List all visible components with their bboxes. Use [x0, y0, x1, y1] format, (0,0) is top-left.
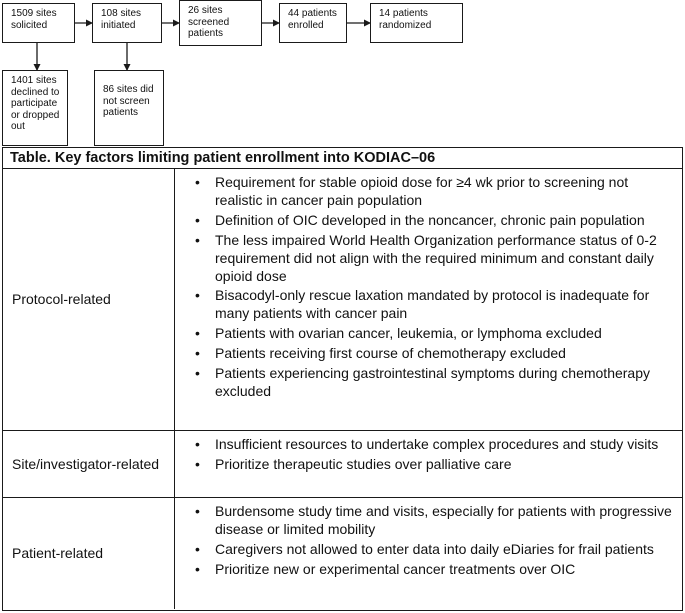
- flow-step-enrolled: 44 patients enrolled: [279, 3, 347, 43]
- factor-item: • Prioritize new or experimental cancer treatments over OIC: [215, 560, 674, 578]
- factor-item: • The less impaired World Health Organization performance status of 0-2 requirement did not align with the required minimum and constant daily opioid dose: [215, 231, 674, 285]
- factor-item: • Patients experiencing gastrointestinal symptoms during chemotherapy excluded: [215, 364, 674, 400]
- flow-step-randomized: 14 patients randomized: [370, 3, 463, 43]
- factor-item: • Patients with ovarian cancer, leukemia, or lymphoma excluded: [215, 324, 674, 342]
- row-category: Protocol-related: [3, 169, 175, 430]
- factor-item: • Caregivers not allowed to enter data into daily eDiaries for frail patients: [215, 540, 674, 558]
- row-factor-list: [175, 498, 682, 579]
- flow-step-solicited: 1509 sites solicited: [2, 3, 75, 43]
- factor-item: • Bisacodyl-only rescue laxation mandated by protocol is inadequate for many patients with cancer pain: [215, 286, 674, 322]
- key-factors-table: [2, 147, 683, 611]
- factor-item: • Patients receiving first course of chemotherapy excluded: [215, 344, 674, 362]
- factor-item: • Burdensome study time and visits, especially for patients with progressive disease or limited mobility: [215, 502, 674, 538]
- flow-step-screened: 26 sites screened patients: [179, 0, 262, 46]
- row-factor-list: [175, 169, 682, 402]
- flow-dropout-not-screened: 86 sites did not screen patients: [94, 70, 164, 146]
- table-title: Table. Key factors limiting patient enrollment into KODIAC–06: [3, 148, 682, 169]
- table-row-protocol: [3, 169, 682, 431]
- flow-step-initiated: 108 sites initiated: [92, 3, 162, 43]
- table-row-patient: [3, 498, 682, 609]
- row-category: Patient-related: [3, 498, 175, 609]
- table-row-site-investigator: [3, 431, 682, 498]
- flow-dropout-declined: 1401 sites declined to participate or dropped out: [2, 70, 68, 146]
- row-factor-list: [175, 431, 682, 475]
- factor-item: • Prioritize therapeutic studies over palliative care: [215, 455, 674, 473]
- row-category: Site/investigator-related: [3, 431, 175, 497]
- factor-item: • Requirement for stable opioid dose for ≥4 wk prior to screening not realistic in cancer pain population: [215, 173, 674, 209]
- factor-item: • Insufficient resources to undertake complex procedures and study visits: [215, 435, 674, 453]
- factor-item: • Definition of OIC developed in the noncancer, chronic pain population: [215, 211, 674, 229]
